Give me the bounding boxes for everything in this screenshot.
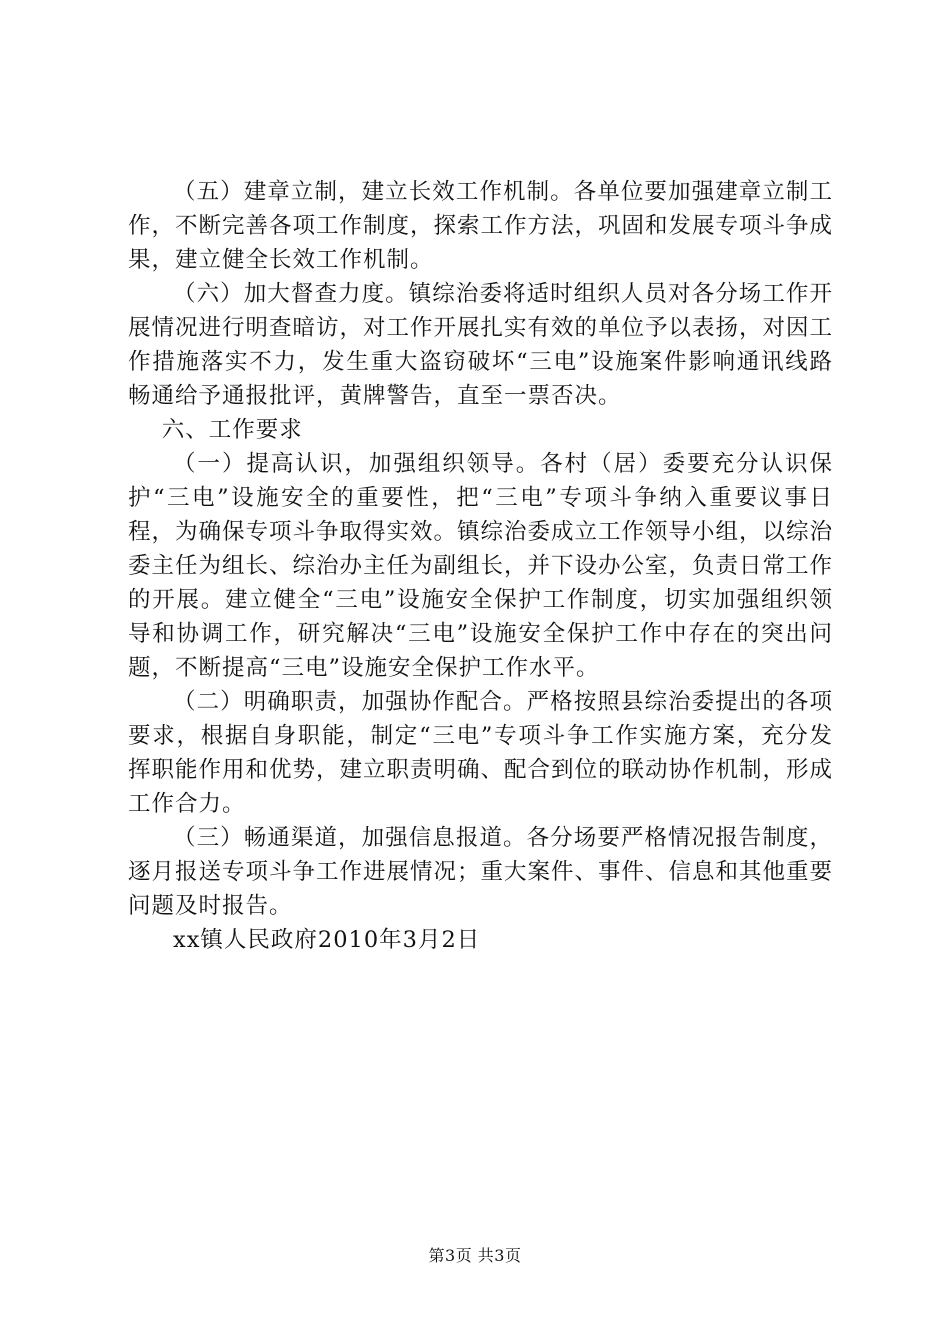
- paragraph-five-mechanism: （五）建章立制，建立长效工作机制。各单位要加强建章立制工作，不断完善各项工作制度，探索工作方法，巩固和发展专项斗争成果，建立健全长效工作机制。: [128, 179, 834, 273]
- paragraph-six-supervision: （六）加大督查力度。镇综治委将适时组织人员对各分场工作开展情况进行明查暗访，对工作开展扎实有效的单位予以表扬，对因工作措施落实不力，发生重大盗窃破坏“三电”设施案件影响通讯线路畅通给予通报批评，黄牌警告，直至一票否决。: [128, 281, 834, 409]
- paragraph-three-reporting: （三）畅通渠道，加强信息报道。各分场要严格情况报告制度，逐月报送专项斗争工作进展情况；重大案件、事件、信息和其他重要问题及时报告。: [128, 825, 834, 919]
- section-heading-requirements: 六、工作要求: [161, 417, 303, 443]
- paragraph-two-responsibility: （二）明确职责，加强协作配合。严格按照县综治委提出的各项要求，根据自身职能，制定“三电”专项斗争工作实施方案，充分发挥职能作用和优势，建立职责明确、配合到位的联动协作机制，形成工作合力。: [128, 689, 834, 817]
- signature-line: xx镇人民政府2010年3月2日: [173, 927, 481, 953]
- document-body: [128, 175, 833, 957]
- page-footer: 第3页 共3页: [428, 1246, 522, 1265]
- paragraph-one-leadership: （一）提高认识，加强组织领导。各村（居）委要充分认识保护“三电”设施安全的重要性，把“三电”专项斗争纳入重要议事日程，为确保专项斗争取得实效。镇综治委成立工作领导小组，以综治委主任为组长、综治办主任为副组长，并下设办公室，负责日常工作的开展。建立健全“三电”设施安全保护工作制度，切实加强组织领导和协调工作，研究解决“三电”设施安全保护工作中存在的突出问题，不断提高“三电”设施安全保护工作水平。: [128, 451, 834, 681]
